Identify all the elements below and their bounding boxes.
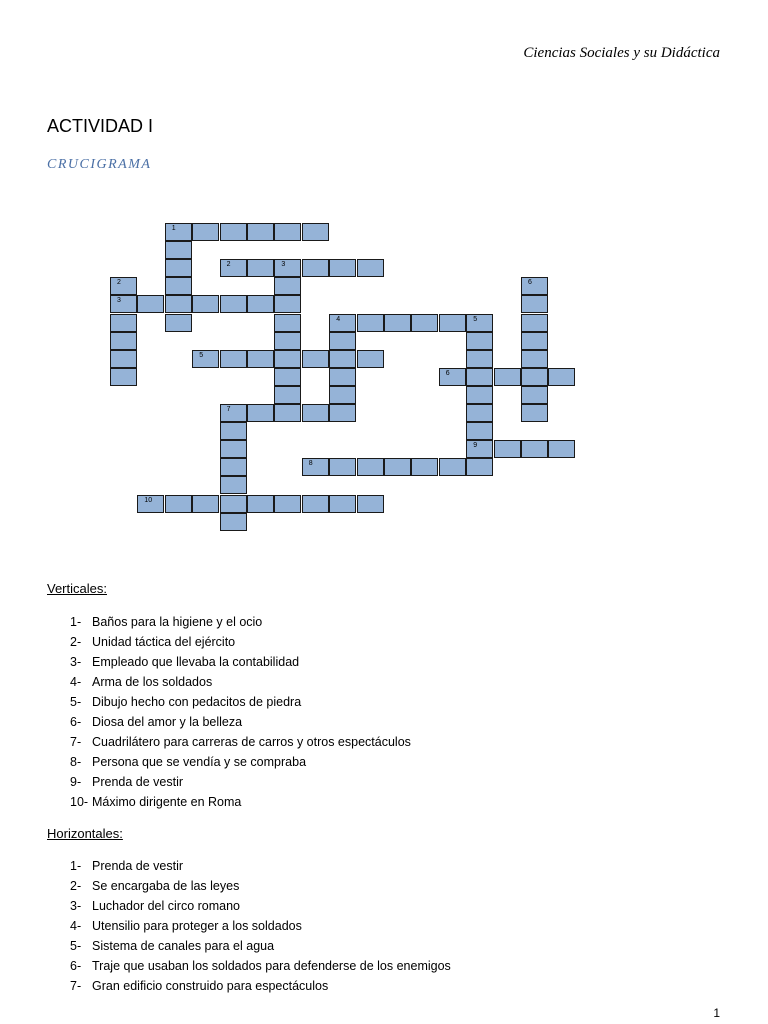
crossword-cell — [274, 350, 301, 368]
crossword-cell — [220, 476, 247, 494]
crossword-cell — [192, 350, 219, 368]
crossword-cell — [220, 513, 247, 531]
crossword-cell — [329, 332, 356, 350]
crossword-cell — [247, 223, 274, 241]
clue-text: Gran edificio construido para espectáculos — [92, 979, 329, 993]
crossword-cell — [329, 458, 356, 476]
crossword-cell — [192, 295, 219, 313]
crossword-cell — [466, 458, 493, 476]
crossword-cell — [302, 404, 329, 422]
clue-number: 9- — [70, 775, 82, 789]
activity-subtitle: CRUCIGRAMA — [47, 157, 152, 172]
clue-number: 7- — [70, 979, 82, 993]
crossword-cell-number: 6 — [445, 369, 450, 377]
crossword-cell — [329, 404, 356, 422]
clue-number: 1- — [70, 859, 82, 873]
crossword-cell — [165, 241, 192, 259]
crossword-cell — [357, 350, 384, 368]
crossword-cell — [247, 295, 274, 313]
clue-number: 2- — [70, 635, 82, 649]
crossword-cell — [411, 458, 438, 476]
clue-item — [70, 896, 451, 916]
document-header-title: Ciencias Sociales y su Didáctica — [523, 45, 720, 61]
crossword-cell — [302, 350, 329, 368]
crossword-cell — [274, 368, 301, 386]
crossword-cell — [302, 259, 329, 277]
crossword-cell — [521, 295, 548, 313]
crossword-cell — [110, 350, 137, 368]
clue-text: Prenda de vestir — [92, 859, 184, 873]
crossword-cell — [110, 332, 137, 350]
clue-item — [70, 956, 451, 976]
crossword-cell — [274, 495, 301, 513]
crossword-cell — [274, 259, 301, 277]
crossword-cell — [274, 332, 301, 350]
clue-number: 3- — [70, 899, 82, 913]
crossword-cell — [165, 277, 192, 295]
crossword-cell-number: 8 — [308, 460, 313, 468]
crossword-cell — [165, 314, 192, 332]
crossword-cell — [521, 314, 548, 332]
clue-item — [70, 936, 451, 956]
clue-number: 3- — [70, 655, 82, 669]
crossword-cell — [220, 350, 247, 368]
clue-number: 2- — [70, 879, 82, 893]
crossword-cell-number: 3 — [281, 261, 286, 269]
crossword-cell — [274, 386, 301, 404]
crossword-cell-number: 2 — [117, 279, 121, 287]
crossword-cell-number: 1 — [171, 225, 176, 232]
verticales-title: Verticales: — [47, 581, 107, 596]
horizontales-title: Horizontales: — [47, 826, 123, 841]
crossword-cell — [384, 458, 411, 476]
crossword-cell — [384, 314, 411, 332]
crossword-cell — [220, 440, 247, 458]
crossword-cell — [274, 223, 301, 241]
crossword-cell-number: 7 — [226, 406, 231, 413]
crossword-cell-number: 9 — [473, 442, 478, 450]
crossword-cell — [466, 422, 493, 440]
clue-item — [70, 792, 411, 812]
crossword-cell — [220, 495, 247, 513]
crossword-cell — [357, 495, 384, 513]
activity-title: ACTIVIDAD I — [47, 116, 154, 136]
crossword-cell — [548, 440, 575, 458]
clue-item — [70, 712, 411, 732]
clue-text: Arma de los soldados — [92, 675, 213, 689]
clue-number: 4- — [70, 675, 82, 689]
clue-item — [70, 976, 451, 996]
clue-item — [70, 692, 411, 712]
crossword-cell-number: 6 — [528, 279, 532, 287]
crossword-cell — [110, 277, 137, 295]
crossword-cell — [521, 404, 548, 422]
crossword-cell — [439, 314, 466, 332]
clue-item — [70, 632, 411, 652]
crossword-cell — [466, 440, 493, 458]
crossword-cell — [521, 440, 548, 458]
crossword-cell-number: 5 — [199, 351, 204, 359]
crossword-cell — [110, 368, 137, 386]
crossword-cell — [302, 223, 329, 241]
crossword-cell-number: 4 — [336, 315, 341, 323]
clue-item — [70, 732, 411, 752]
crossword-cell — [329, 386, 356, 404]
clue-number: 10- — [70, 795, 89, 809]
crossword-cell — [329, 259, 356, 277]
crossword-cell — [466, 332, 493, 350]
clue-text: Utensilio para proteger a los soldados — [92, 919, 302, 933]
crossword-cell — [137, 495, 164, 513]
clue-text: Persona que se vendía y se compraba — [92, 755, 307, 769]
clue-number: 7- — [70, 735, 82, 749]
crossword-cell — [329, 350, 356, 368]
clue-text: Diosa del amor y la belleza — [92, 715, 243, 729]
crossword-cell — [357, 314, 384, 332]
crossword-cell — [411, 314, 438, 332]
clue-text: Unidad táctica del ejército — [92, 635, 236, 649]
crossword-cell — [165, 259, 192, 277]
crossword-cell — [220, 404, 247, 422]
crossword-cell — [494, 440, 521, 458]
crossword-cell — [247, 495, 274, 513]
crossword-cell-number: 3 — [117, 297, 121, 305]
crossword-cell — [494, 368, 521, 386]
crossword-cell — [192, 495, 219, 513]
crossword-cell — [329, 314, 356, 332]
crossword-cell — [220, 223, 247, 241]
crossword-cell — [521, 368, 548, 386]
crossword-cell — [439, 368, 466, 386]
crossword-cell — [110, 314, 137, 332]
crossword-cell — [274, 404, 301, 422]
clue-text: Dibujo hecho con pedacitos de piedra — [92, 695, 302, 709]
crossword-cell — [220, 295, 247, 313]
crossword-cell — [466, 404, 493, 422]
crossword-cell — [165, 295, 192, 313]
clue-item — [70, 652, 411, 672]
crossword-cell — [220, 458, 247, 476]
crossword-cell — [165, 223, 192, 241]
clue-item — [70, 752, 411, 772]
clue-number: 6- — [70, 959, 82, 973]
crossword-cell — [439, 458, 466, 476]
crossword-cell — [247, 404, 274, 422]
crossword-cell — [274, 314, 301, 332]
verticales-list — [70, 612, 411, 812]
clue-item — [70, 672, 411, 692]
clue-item — [70, 856, 451, 876]
crossword-cell — [274, 277, 301, 295]
crossword-cell — [302, 495, 329, 513]
clue-item — [70, 772, 411, 792]
crossword-cell — [110, 295, 137, 313]
crossword-cell — [220, 259, 247, 277]
clue-number: 5- — [70, 939, 82, 953]
clue-number: 4- — [70, 919, 82, 933]
crossword-cell — [247, 259, 274, 277]
crossword-cell — [302, 458, 329, 476]
crossword-cell — [192, 223, 219, 241]
crossword-cell-number: 2 — [226, 261, 231, 269]
crossword-cell — [329, 368, 356, 386]
clue-item — [70, 612, 411, 632]
clue-text: Sistema de canales para el agua — [92, 939, 275, 953]
crossword-cell — [165, 495, 192, 513]
clue-text: Prenda de vestir — [92, 775, 184, 789]
crossword-cell-number: 5 — [473, 315, 478, 323]
crossword-cell — [357, 259, 384, 277]
page-number: 1 — [713, 1006, 720, 1020]
crossword-cell — [220, 422, 247, 440]
crossword-cell — [521, 350, 548, 368]
clue-text: Traje que usaban los soldados para defenderse de los enemigos — [92, 959, 451, 973]
crossword-cell — [274, 295, 301, 313]
clue-number: 8- — [70, 755, 82, 769]
crossword-cell — [329, 495, 356, 513]
clue-number: 5- — [70, 695, 82, 709]
crossword-cell-number: 10 — [144, 496, 153, 504]
clue-item — [70, 916, 451, 936]
clue-text: Baños para la higiene y el ocio — [92, 615, 263, 629]
clue-text: Se encargaba de las leyes — [92, 879, 240, 893]
crossword-cell — [521, 386, 548, 404]
horizontales-list — [70, 856, 451, 996]
crossword-cell — [466, 314, 493, 332]
crossword-cell — [137, 295, 164, 313]
crossword-cell — [548, 368, 575, 386]
crossword-cell — [247, 350, 274, 368]
clue-text: Máximo dirigente en Roma — [92, 795, 242, 809]
clue-item — [70, 876, 451, 896]
clue-text: Luchador del circo romano — [92, 899, 240, 913]
crossword-cell — [466, 386, 493, 404]
clue-number: 6- — [70, 715, 82, 729]
crossword-cell — [466, 350, 493, 368]
crossword-cell — [521, 332, 548, 350]
clue-number: 1- — [70, 615, 82, 629]
crossword-cell — [357, 458, 384, 476]
clue-text: Cuadrilátero para carreras de carros y otros espectáculos — [92, 735, 411, 749]
crossword-cell — [466, 368, 493, 386]
clue-text: Empleado que llevaba la contabilidad — [92, 655, 300, 669]
crossword-cell — [521, 277, 548, 295]
